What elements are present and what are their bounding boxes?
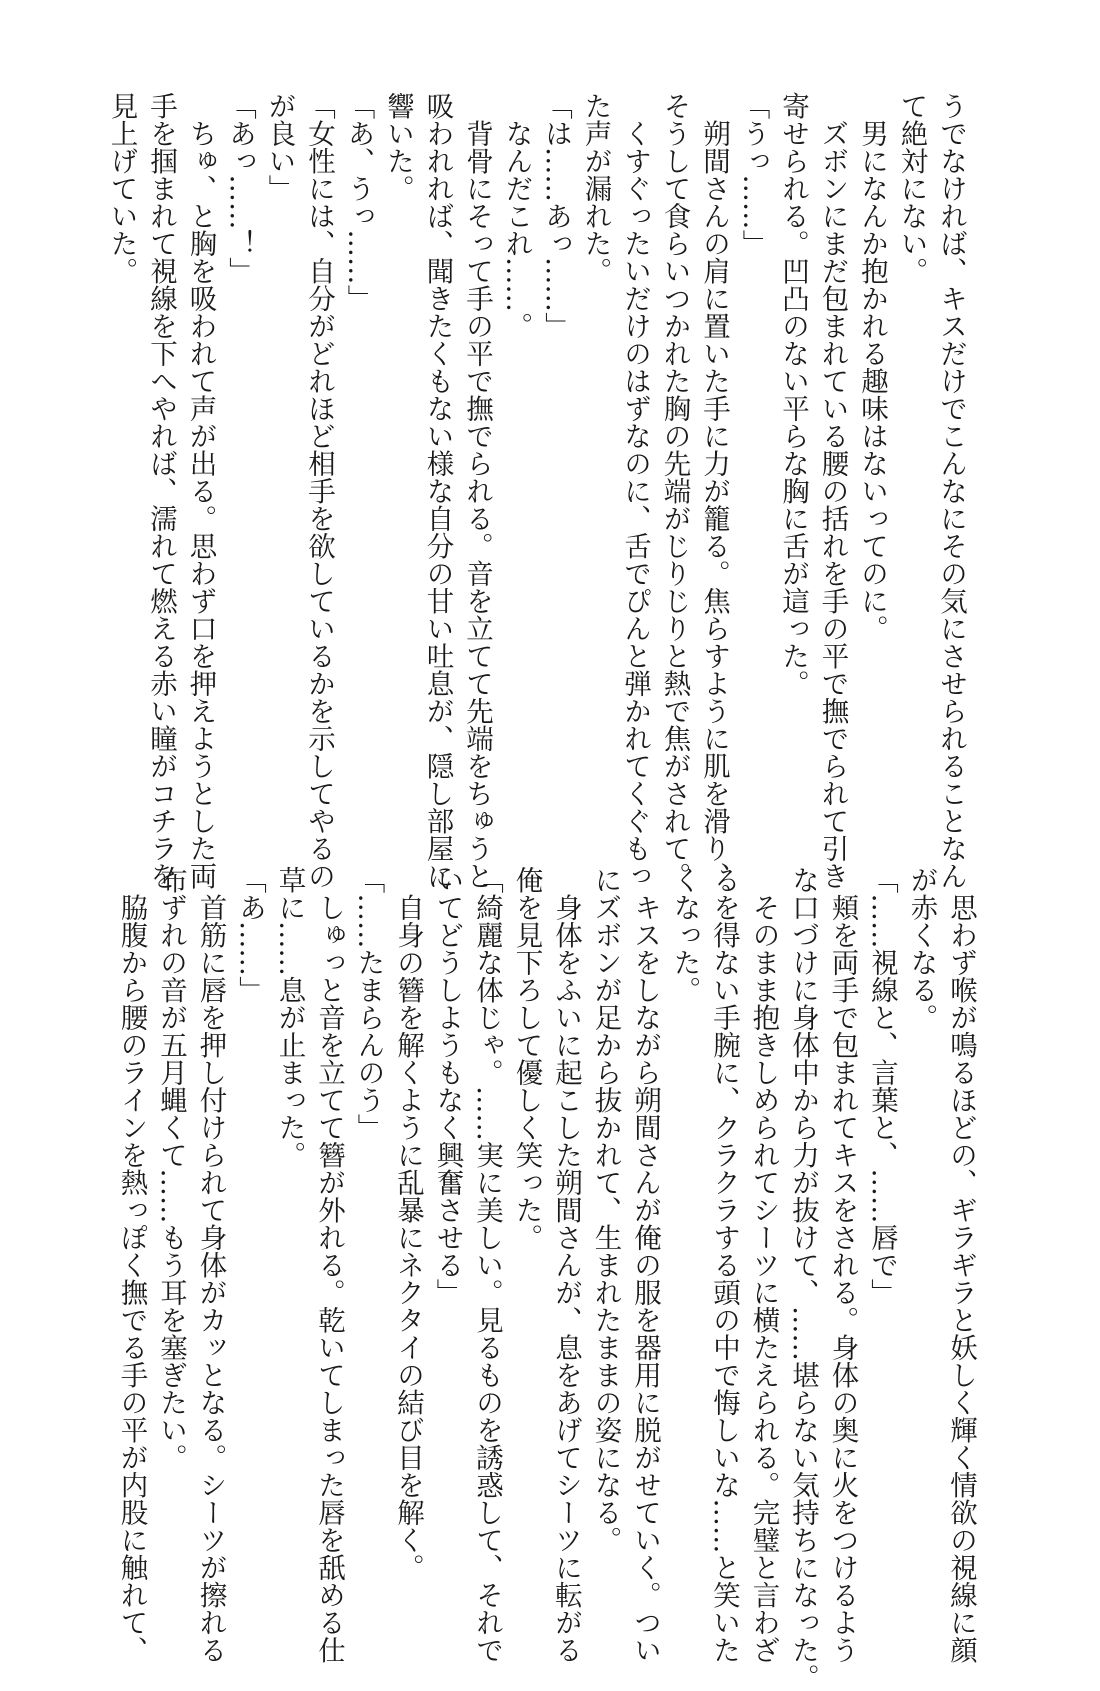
text-line: 背骨にそって手の平で撫でられる。音を立てて先端をちゅうと <box>461 92 493 890</box>
text-line: 見上げていた。 <box>105 92 138 285</box>
text-line: 響いた。 <box>382 92 414 202</box>
upper-text-block <box>105 92 970 890</box>
text-line: しゅっと音を立てて簪が外れる。乾いてしまった唇を舐める仕 <box>313 866 345 1664</box>
text-line: いてどうしようもなく興奮させる」 <box>431 866 464 1306</box>
text-line: くすぐったいだけのはずなのに、舌でぴんと弾かれてくぐもっ <box>619 92 651 890</box>
text-line: 「女性には、自分がどれほど相手を欲しているかを示してやるの <box>303 92 335 890</box>
text-line: ちゅ、と胸を吸われて声が出る。思わず口を押えようとした両 <box>184 92 217 890</box>
text-line: 手を掴まれて視線を下へやれば、濡れて燃える赤い瞳がコチラを <box>145 92 177 890</box>
text-line: 「……視線と、言葉と、……唇で」 <box>866 866 898 1306</box>
text-line: 寄せられる。凹凸のない平らな胸に舌が這った。 <box>777 92 809 697</box>
text-line: 脇腹から腰のラインを熱っぽく撫でる手の平が内股に触れて、 <box>115 866 148 1664</box>
text-line: が赤くなる。 <box>905 866 938 1031</box>
text-line: キスをしながら朔間さんが俺の服を器用に脱がせていく。つい <box>629 866 661 1664</box>
text-line: 「うっ……」 <box>737 92 770 257</box>
text-line: 男になんか抱かれる趣味はないってのに。 <box>856 92 888 642</box>
text-line: 朔間さんの肩に置いた手に力が籠る。焦らすように肌を滑り、 <box>698 92 730 890</box>
text-line: て絶対にない。 <box>895 92 928 285</box>
text-line: 草に……息が止まった。 <box>273 866 306 1169</box>
text-line: 「……たまらんのう」 <box>352 866 385 1141</box>
text-line: 「は……あっ……」 <box>540 92 572 340</box>
text-line: 「あ……」 <box>234 866 266 1004</box>
text-line: そうして食らいつかれた胸の先端がじりじりと熱で焦がされて。 <box>658 92 691 890</box>
text-line: 俺を見下ろして優しく笑った。 <box>510 866 543 1251</box>
text-line: 自身の簪を解くように乱暴にネクタイの結び目を解く。 <box>392 866 424 1581</box>
text-line: 「あっ……！」 <box>224 92 256 285</box>
text-line: 布ずれの音が五月蝿くて……もう耳を塞ぎたい。 <box>155 866 187 1471</box>
text-line: 「綺麗な体じゃ。……実に美しい。見るものを誘惑して、それで <box>471 866 503 1664</box>
text-line: が良い」 <box>263 92 296 202</box>
text-line: た声が漏れた。 <box>579 92 612 285</box>
text-line: 首筋に唇を押し付けられて身体がカッとなる。シーツが擦れる <box>194 866 227 1664</box>
text-line: 思わず喉が鳴るほどの、ギラギラと妖しく輝く情欲の視線に顔 <box>945 866 977 1664</box>
text-line: なんだこれ……。 <box>500 92 533 340</box>
text-line: な口づけに身体中から力が抜けて、……堪らない気持ちになった。 <box>787 866 819 1691</box>
text-line: 吸われれば、聞きたくもない様な自分の甘い吐息が、隠し部屋に <box>421 92 454 890</box>
text-line: 身体をふいに起こした朔間さんが、息をあげてシーツに転がる <box>550 866 582 1664</box>
text-line: うでなければ、キスだけでこんなにその気にさせられることなん <box>935 92 967 890</box>
text-line: 「あ、うっ……」 <box>342 92 375 312</box>
text-line: ズボンにまだ包まれている腰の括れを手の平で撫でられて引き <box>816 92 849 890</box>
text-line: そのまま抱きしめられてシーツに横たえられる。完璧と言わざ <box>747 866 780 1664</box>
text-line: るを得ない手腕に、クラクラする頭の中で悔しいな……と笑いた <box>708 866 740 1664</box>
lower-text-block <box>115 866 980 1691</box>
text-line: にズボンが足から抜かれて、生まれたままの姿になる。 <box>589 866 622 1554</box>
text-line: くなった。 <box>668 866 701 1004</box>
text-line: 頬を両手で包まれてキスをされる。身体の奥に火をつけるよう <box>826 866 859 1664</box>
